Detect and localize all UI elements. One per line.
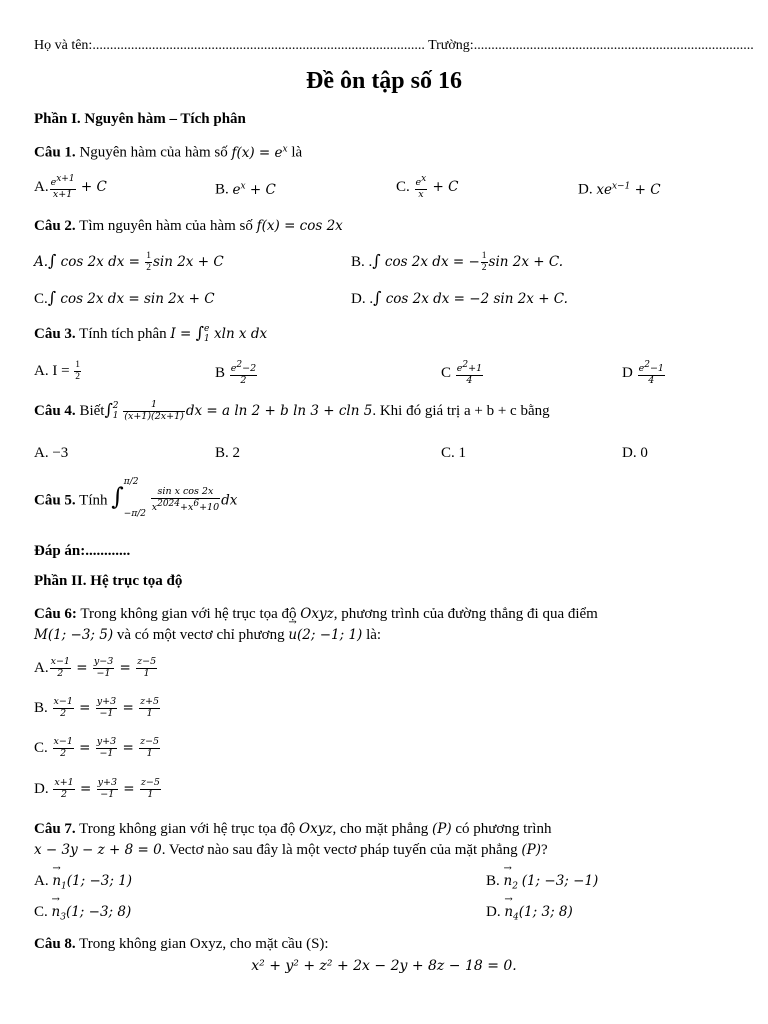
part2-heading: Phần II. Hệ trục tọa độ	[34, 573, 183, 589]
q3-text: Tính tích phân	[79, 326, 167, 342]
q2-option-b: B. .∫ cos 2x dx = − $\frac{1}{2}$ sin 2x + C.	[351, 251, 563, 274]
q1-stem	[34, 144, 302, 162]
answer-dots: ............	[85, 543, 131, 559]
q7-option-c: C. → $n_3(1$; −3; 8)	[34, 904, 131, 923]
q8-equation: x² + y² + z² + 2x − 2y + 8z − 18 = 0.	[251, 958, 517, 974]
q2-option-a: A.∫ cos 2x dx = $\frac{1}{2}$ sin 2x + C	[34, 251, 224, 274]
q8-stem	[34, 936, 329, 953]
school-dots: ................................................................................	[473, 38, 754, 53]
q1-text: Nguyên hàm của hàm số	[79, 144, 228, 161]
page-title: Đề ôn tập số 16	[305, 68, 462, 94]
part1-heading: Phần I. Nguyên hàm – Tích phân	[34, 111, 246, 127]
q4-option-a: A. −3	[34, 445, 69, 461]
q2-expr: f(x) = cos 2x	[256, 218, 343, 234]
q5-stem: Câu 5. Tính ∫ π/2 −π/2 $\frac{\text{sin x cos 2x}}{x^{2024}+x^6+10}$ dx	[34, 477, 238, 519]
q3-option-d: D $\frac{e^2-1}{4}$	[622, 360, 664, 387]
q3-stem: Câu 3. Tính tích phân I = ∫ e 1 xln x dx	[34, 323, 268, 344]
q7-option-b: B. → $n_2$ (1; −3; −1)	[486, 873, 598, 892]
q6-option-d: D. $\frac{x+1}{2}$ = $\frac{y+3}{-1}$ = $\frac{z-5}{1}$	[34, 777, 160, 800]
header-line	[34, 38, 754, 54]
q1-tail: là	[291, 144, 303, 161]
q1-option-b: B. $e^x + C$	[215, 181, 276, 198]
q2-option-d: D. .∫ cos 2x dx = −2 sin 2x + C.	[351, 288, 568, 307]
q4-label: Câu 4.	[34, 403, 76, 419]
q1-expr: $f(x) = e^x$	[231, 144, 288, 161]
q1-option-a: A. $\frac{e^{x+1}}{x+1}$ + C	[34, 174, 107, 201]
school-label: Trường:	[428, 38, 474, 53]
q8-text: Trong không gian Oxyz, cho mặt cầu (S):	[79, 936, 329, 952]
q3-option-c: C $\frac{e^2+1}{4}$	[441, 360, 483, 387]
name-label: Họ và tên:	[34, 38, 93, 53]
q2-text: Tìm nguyên hàm của hàm số	[79, 218, 253, 234]
q2-option-c: C.∫ cos 2x dx = sin 2x + C	[34, 288, 215, 307]
q6-label: Câu 6:	[34, 606, 77, 622]
q7-stem-1: Câu 7. Trong không gian với hệ trục tọa độ Oxyz, cho mặt phẳng (P) có phương trình	[34, 821, 552, 837]
answer-label: Đáp án:	[34, 543, 86, 559]
q8-label: Câu 8.	[34, 936, 76, 952]
q5-label: Câu 5.	[34, 492, 76, 509]
q4-option-b: B. 2	[215, 445, 241, 461]
q7-option-d: D. → $n_4(1$; 3; 8)	[486, 904, 573, 923]
name-dots: ...............................................................................................	[92, 38, 425, 53]
q1-option-d: D. $xe^{x-1} + C$	[578, 181, 661, 198]
q7-option-a: A. → $n_1(1$; −3; 1)	[34, 873, 132, 892]
q6-stem-1: Câu 6: Trong không gian với hệ trục tọa độ Oxyz, phương trình của đường thẳng đi qua điểm	[34, 606, 598, 622]
q7-label: Câu 7.	[34, 821, 76, 837]
q2-stem	[34, 218, 343, 235]
q3-option-b: B $\frac{e^2-2}{2}$	[215, 360, 257, 387]
answer-line	[34, 543, 130, 560]
q6-point: M(1; −3; 5)	[34, 627, 114, 643]
q6-option-c: C. $\frac{x-1}{2}$ = $\frac{y+3}{-1}$ = $\frac{z-5}{1}$	[34, 736, 160, 759]
q1-label: Câu 1.	[34, 144, 76, 161]
q7-stem-2: x − 3y − z + 8 = 0. Vectơ nào sau đây là một vectơ pháp tuyến của mặt phẳng (P)?	[34, 842, 548, 858]
q1-option-c: C. $\frac{e^x}{x}$ + C	[396, 174, 459, 201]
q6-stem-2: M(1; −3; 5) và có một vectơ chỉ phương → u(2; −1; 1) là:	[34, 627, 381, 644]
q3-label: Câu 3.	[34, 326, 76, 342]
q5-text: Tính	[79, 492, 108, 509]
q2-label: Câu 2.	[34, 218, 76, 234]
q4-option-d: D. 0	[622, 445, 648, 461]
q3-option-a: A. I = $\frac{1}{2}$	[34, 360, 81, 382]
q4-text: Biết	[79, 403, 105, 419]
q6-option-b: B. $\frac{x-1}{2}$ = $\frac{y+3}{-1}$ = $\frac{z+5}{1}$	[34, 696, 160, 719]
q6-option-a: A. $\frac{x-1}{2}$ = $\frac{y-3}{-1}$ = $\frac{z-5}{1}$	[34, 656, 157, 679]
q4-option-c: C. 1	[441, 445, 467, 461]
q4-tail: . Khi đó giá trị a + b + c bằng	[372, 403, 550, 419]
q4-stem: Câu 4. Biết∫ 2 1 $\frac{1}{(x+1)(2x+1)}$ dx = a ln 2 + b ln 3 + cln 5. Khi đó giá trị a + b + c bằng	[34, 399, 550, 423]
